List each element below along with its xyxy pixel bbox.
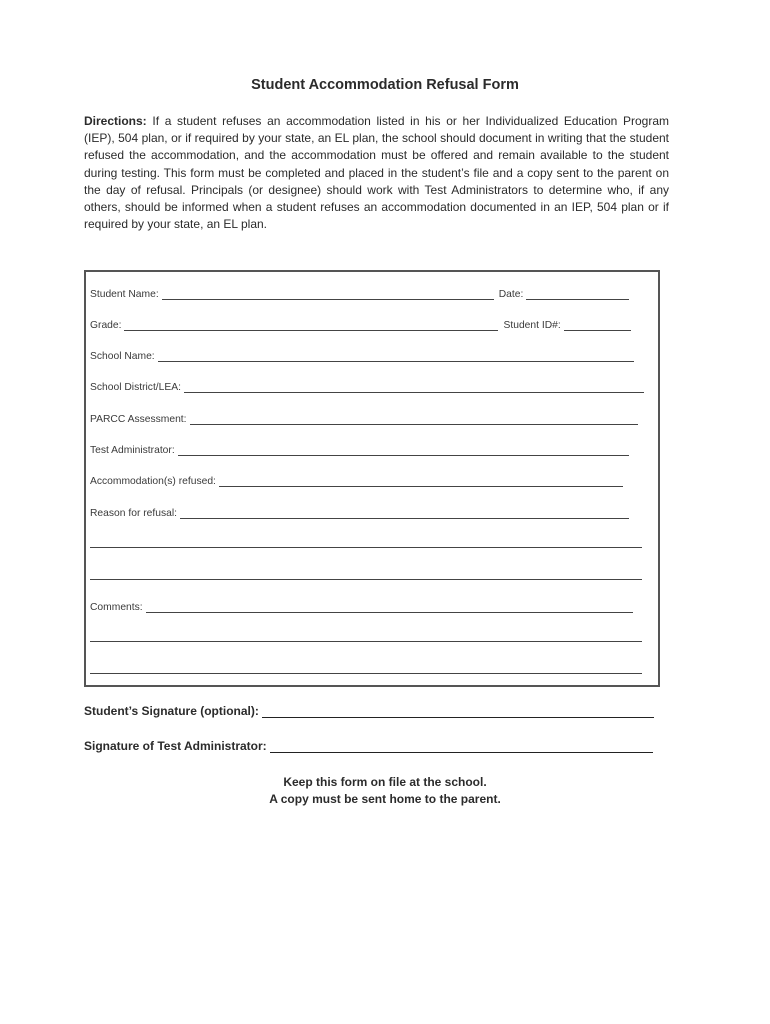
student-signature-label: Student’s Signature (optional):: [84, 704, 259, 718]
student-name-row: [90, 284, 629, 300]
student-id-label: Student ID#:: [503, 320, 561, 331]
comments-row: [90, 597, 633, 613]
directions-label: Directions:: [84, 114, 147, 128]
form-title: Student Accommodation Refusal Form: [251, 77, 519, 93]
student-name-label: Student Name:: [90, 289, 159, 300]
accommodations-refused-label: Accommodation(s) refused:: [90, 476, 216, 487]
administrator-signature-field[interactable]: [270, 742, 653, 753]
reason-for-refusal-field[interactable]: [180, 508, 629, 519]
administrator-signature-label: Signature of Test Administrator:: [84, 739, 267, 753]
comments-field[interactable]: [146, 602, 633, 613]
directions-paragraph: [84, 113, 669, 233]
student-signature-field[interactable]: [262, 707, 654, 718]
test-administrator-row: [90, 440, 629, 456]
school-name-row: [90, 346, 634, 362]
parcc-assessment-label: PARCC Assessment:: [90, 414, 187, 425]
parcc-assessment-field[interactable]: [190, 414, 638, 425]
test-administrator-label: Test Administrator:: [90, 445, 175, 456]
directions-text: If a student refuses an accommodation listed in his or her Individualized Education Program (IEP), 504 plan, or if required by your state, an EL plan, the school should document in writing that the student refused the accommodation, and the accommodation must be offered and remain available to the student during testing. This form must be completed and placed in the student’s file and a copy sent to the parent on the day of refusal. Principals (or designee) should work with Test Administrators to determine who, if any others, should be informed when a student refuses an accommodation documented in an IEP, 504 plan or if required by your state, an EL plan.: [84, 114, 669, 232]
footer-keep-on-file: Keep this form on file at the school.: [283, 775, 487, 789]
administrator-signature-row: [84, 739, 653, 753]
grade-field[interactable]: [124, 320, 498, 331]
reason-for-refusal-line-3[interactable]: [90, 579, 642, 580]
parcc-assessment-row: [90, 409, 638, 425]
school-district-row: [90, 377, 644, 393]
comments-label: Comments:: [90, 602, 143, 613]
school-name-field[interactable]: [158, 351, 634, 362]
student-signature-row: [84, 704, 654, 718]
comments-line-2[interactable]: [90, 641, 642, 642]
school-district-field[interactable]: [184, 382, 644, 393]
test-administrator-field[interactable]: [178, 445, 629, 456]
accommodations-refused-row: [90, 471, 623, 487]
footer-copy-to-parent: A copy must be sent home to the parent.: [269, 792, 501, 806]
grade-row: [90, 315, 631, 331]
school-name-label: School Name:: [90, 351, 155, 362]
student-id-field[interactable]: [564, 320, 631, 331]
comments-line-3[interactable]: [90, 673, 642, 674]
reason-for-refusal-label: Reason for refusal:: [90, 508, 177, 519]
date-field[interactable]: [526, 289, 629, 300]
reason-for-refusal-line-2[interactable]: [90, 547, 642, 548]
accommodations-refused-field[interactable]: [219, 476, 623, 487]
school-district-label: School District/LEA:: [90, 382, 181, 393]
reason-for-refusal-row: [90, 503, 629, 519]
grade-label: Grade:: [90, 320, 122, 331]
student-name-field[interactable]: [162, 289, 494, 300]
date-label: Date:: [498, 289, 524, 300]
